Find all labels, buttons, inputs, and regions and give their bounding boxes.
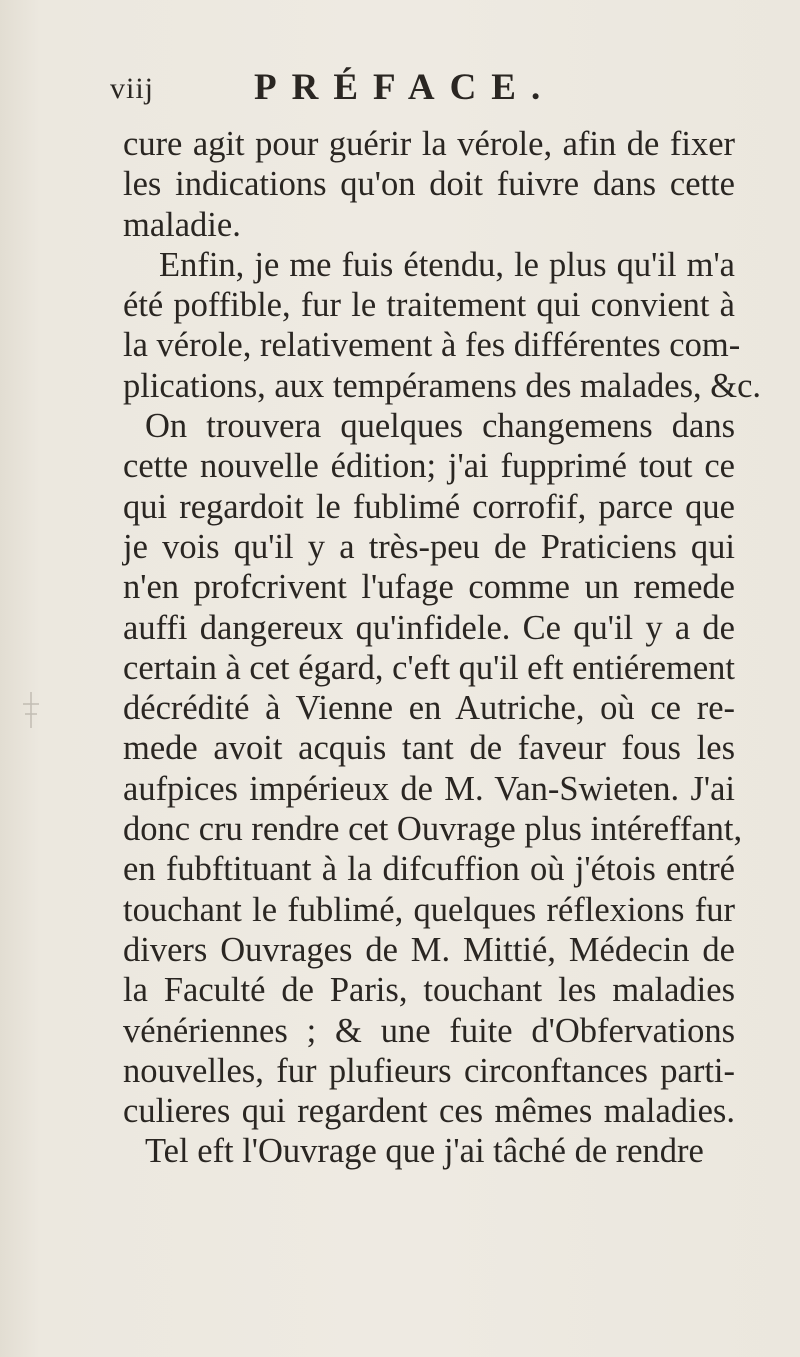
text-line: vénériennes ; & une fuite d'Obfervations: [123, 1011, 735, 1050]
text-line: qui regardoit le fublimé corrofif, parce que: [123, 487, 735, 526]
text-line: été poffible, fur le traitement qui convient à: [123, 286, 735, 325]
text-line: divers Ouvrages de M. Mittié, Médecin de: [123, 930, 735, 969]
page-number: viij: [110, 72, 155, 105]
text-line: en fubftituant à la difcuffion où j'étois entré: [123, 850, 735, 889]
running-title: PRÉFACE.: [254, 67, 556, 108]
text-line: la vérole, relativement à fes différentes com-: [123, 326, 741, 365]
text-line: décrédité à Vienne en Autriche, où ce re-: [123, 689, 735, 728]
text-line: cette nouvelle édition; j'ai fupprimé tout ce: [123, 447, 735, 486]
text-line: On trouvera quelques changemens dans: [145, 407, 735, 446]
text-line: les indications qu'on doit fuivre dans cette: [123, 165, 735, 204]
text-line: Tel eft l'Ouvrage que j'ai tâché de rendre: [145, 1132, 704, 1171]
page-header: [110, 66, 730, 116]
margin-mark-icon: [20, 690, 42, 730]
text-line: cure agit pour guérir la vérole, afin de fixer: [123, 125, 735, 163]
text-line: auffi dangereux qu'infidele. Ce qu'il y a de: [123, 608, 735, 647]
text-line: n'en profcrivent l'ufage comme un remede: [123, 568, 735, 607]
text-line: aufpices impérieux de M. Van-Swieten. J'ai: [123, 769, 735, 808]
text-line: je vois qu'il y a très-peu de Praticiens qui: [123, 527, 735, 566]
text-line: culieres qui regardent ces mêmes maladies.: [123, 1092, 735, 1131]
text-line: nouvelles, fur plufieurs circonftances parti-: [123, 1051, 735, 1090]
text-line: maladie.: [123, 205, 241, 244]
text-line: plications, aux tempéramens des malades, &c.: [123, 366, 762, 405]
text-line: certain à cet égard, c'eft qu'il eft entiérement: [123, 648, 736, 687]
text-line: la Faculté de Paris, touchant les maladies: [123, 971, 735, 1010]
text-line: touchant le fublimé, quelques réflexions fur: [123, 890, 735, 929]
text-line: mede avoit acquis tant de faveur fous les: [123, 729, 735, 768]
body-text: [123, 124, 762, 1172]
text-line: Enfin, je me fuis étendu, le plus qu'il m'a: [159, 245, 735, 284]
text-line: donc cru rendre cet Ouvrage plus intéreffant,: [123, 810, 743, 849]
